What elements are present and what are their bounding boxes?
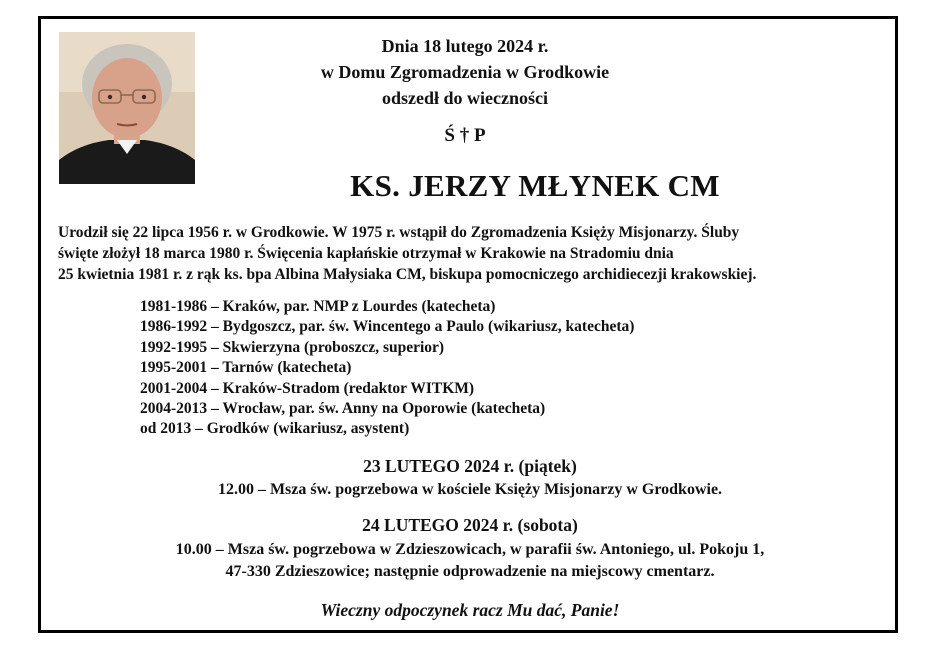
funeral-event-1 [40, 456, 900, 501]
funeral-event-2 [40, 515, 900, 583]
event-description: 10.00 – Msza św. pogrzebowa w Zdzieszowicach, w parafii św. Antoniego, ul. Pokoju 1, [175, 541, 765, 558]
event-date: 24 LUTEGO 2024 r. (sobota) [362, 515, 578, 535]
header-departed-line: odszedł do wieczności [382, 88, 548, 108]
memorial-cross-line: Ś † P [444, 125, 486, 146]
career-item: 1981-1986 – Kraków, par. NMP z Lourdes (katecheta) [140, 298, 496, 315]
career-item: 1986-1992 – Bydgoszcz, par. św. Wincentego a Paulo (wikariusz, katecheta) [140, 318, 635, 336]
header-place-line: w Domu Zgromadzenia w Grodkowie [320, 62, 610, 82]
event-description: 12.00 – Msza św. pogrzebowa w kościele Księży Misjonarzy w Grodkowie. [217, 481, 723, 498]
portrait-photo [59, 32, 195, 184]
career-item: 2004-2013 – Wrocław, par. św. Anny na Oporowie (katecheta) [140, 400, 546, 418]
bio-line: Urodził się 22 lipca 1956 r. w Grodkowie. W 1975 r. wstąpił do Zgromadzenia Księży Misjonarzy. Śluby [58, 224, 740, 241]
announcement-header [205, 33, 725, 111]
header-date-line: Dnia 18 lutego 2024 r. [381, 36, 549, 56]
career-item: od 2013 – Grodków (wikariusz, asystent) [140, 420, 410, 438]
career-list [140, 297, 780, 440]
event-date: 23 LUTEGO 2024 r. (piątek) [363, 456, 577, 476]
career-item: 1992-1995 – Skwierzyna (proboszcz, superior) [140, 338, 445, 356]
bio-line: święte złożył 18 marca 1980 r. Święcenia kapłańskie otrzymał w Krakowie na Stradomiu dnia [58, 245, 674, 262]
career-item: 2001-2004 – Kraków-Stradom (redaktor WITKM) [140, 379, 475, 397]
biography-paragraph [58, 222, 863, 285]
career-item: 1995-2001 – Tarnów (katecheta) [140, 359, 352, 377]
closing-prayer: Wieczny odpoczynek racz Mu dać, Panie! [320, 600, 620, 620]
event-description: 47-330 Zdzieszowice; następnie odprowadzenie na miejscowy cmentarz. [225, 563, 715, 580]
deceased-name: KS. JERZY MŁYNEK CM [350, 168, 720, 203]
bio-line: 25 kwietnia 1981 r. z rąk ks. bpa Albina Małysiaka CM, biskupa pomocniczego archidiecezji krakowskiej. [58, 266, 757, 283]
